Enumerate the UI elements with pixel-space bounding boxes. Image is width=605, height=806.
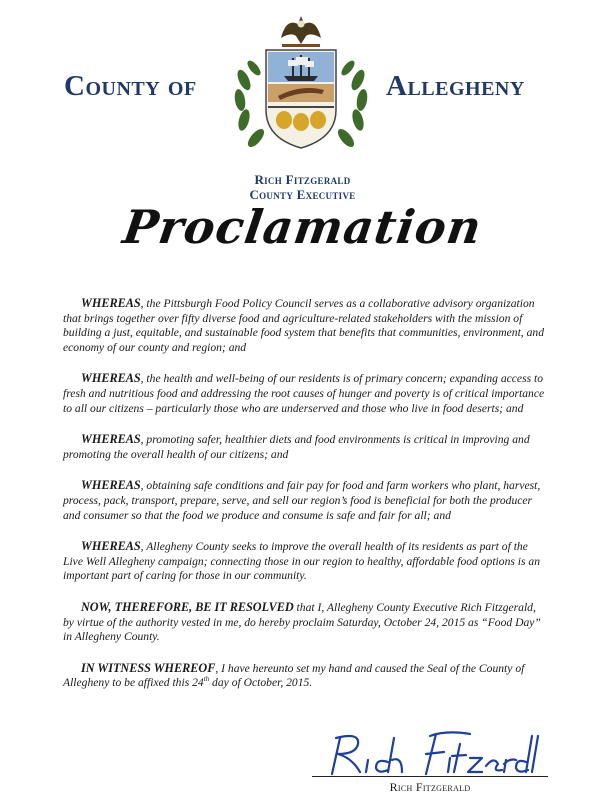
signer-printed-name: Rich Fitzgerald [389, 780, 471, 794]
whereas-paragraph [63, 432, 549, 462]
county-seal-emblem [226, 10, 376, 160]
wheat-sheaves-icon [276, 111, 326, 131]
executive-title: County Executive [249, 187, 356, 202]
resolution-paragraph [63, 600, 549, 645]
paragraph-text: , the health and well-being of our residents is of primary concern; expanding access to fresh and nutritious food and addressing the root causes of hunger and poverty is of critical importance to all our citizens – particularly those who are underserved and those who live in food deserts; and [63, 372, 545, 415]
eagle-icon [281, 16, 321, 47]
paragraph-lead: NOW, THEREFORE, BE IT RESOLVED [81, 599, 294, 614]
paragraph-text: , the Pittsburgh Food Policy Council serves as a collaborative advisory organization that brings together over fifty diverse food and agriculture-related stakeholders with the mission of building a just, equitable, and sustainable food system that benefits that communities, environment, and economy of our county and region; and [63, 297, 544, 354]
laurel-left-icon [233, 59, 267, 150]
whereas-paragraph [63, 539, 549, 584]
paragraph-lead: WHEREAS [81, 432, 141, 447]
signature-line [312, 776, 548, 777]
laurel-right-icon [335, 59, 369, 150]
date-superscript: th [203, 675, 210, 684]
paragraph-text: , I have hereunto set my hand and caused the Seal of the County of Allegheny to be affixed this 24 [63, 661, 525, 690]
paragraph-text: day of October, 2015. [209, 676, 313, 690]
whereas-paragraph [63, 296, 549, 355]
paragraph-text: , Allegheny County seeks to improve the overall health of its residents as part of the Live Well Allegheny campaign; connecting those in our region to healthy, affordable food options is an important part of caring for those in our community. [63, 540, 541, 583]
allegheny-heading: Allegheny [386, 70, 525, 102]
proclamation-body [63, 296, 549, 707]
whereas-paragraph [63, 371, 549, 416]
handwritten-signature [326, 728, 542, 778]
paragraph-lead: IN WITNESS WHEREOF [81, 660, 216, 675]
executive-name: Rich Fitzgerald [254, 172, 351, 187]
paragraph-lead: WHEREAS [81, 539, 141, 554]
paragraph-text: , promoting safer, healthier diets and food environments is critical in improving and promoting the overall health of our citizens; and [63, 433, 530, 461]
paragraph-lead: WHEREAS [81, 478, 141, 493]
paragraph-lead: WHEREAS [81, 371, 141, 386]
whereas-paragraph [63, 478, 549, 523]
paragraph-text: that I, Allegheny County Executive Rich Fitzgerald, by virtue of the authority vested in me, do hereby proclaim Saturday, October 24, 2015 as “Food Day” in Allegheny County. [63, 600, 541, 644]
county-of-heading: County of [64, 70, 197, 102]
proclamation-title: Proclamation [119, 200, 486, 254]
paragraph-lead: WHEREAS [81, 296, 141, 310]
paragraph-text: , obtaining safe conditions and fair pay for food and farm workers who plant, harvest, process, pack, transport, prepare, serve, and sell our region’s food is beneficial for both the producer and consumer so that the food we produce and consume is safe and fair for all; and [63, 479, 541, 522]
witness-paragraph [63, 661, 549, 691]
